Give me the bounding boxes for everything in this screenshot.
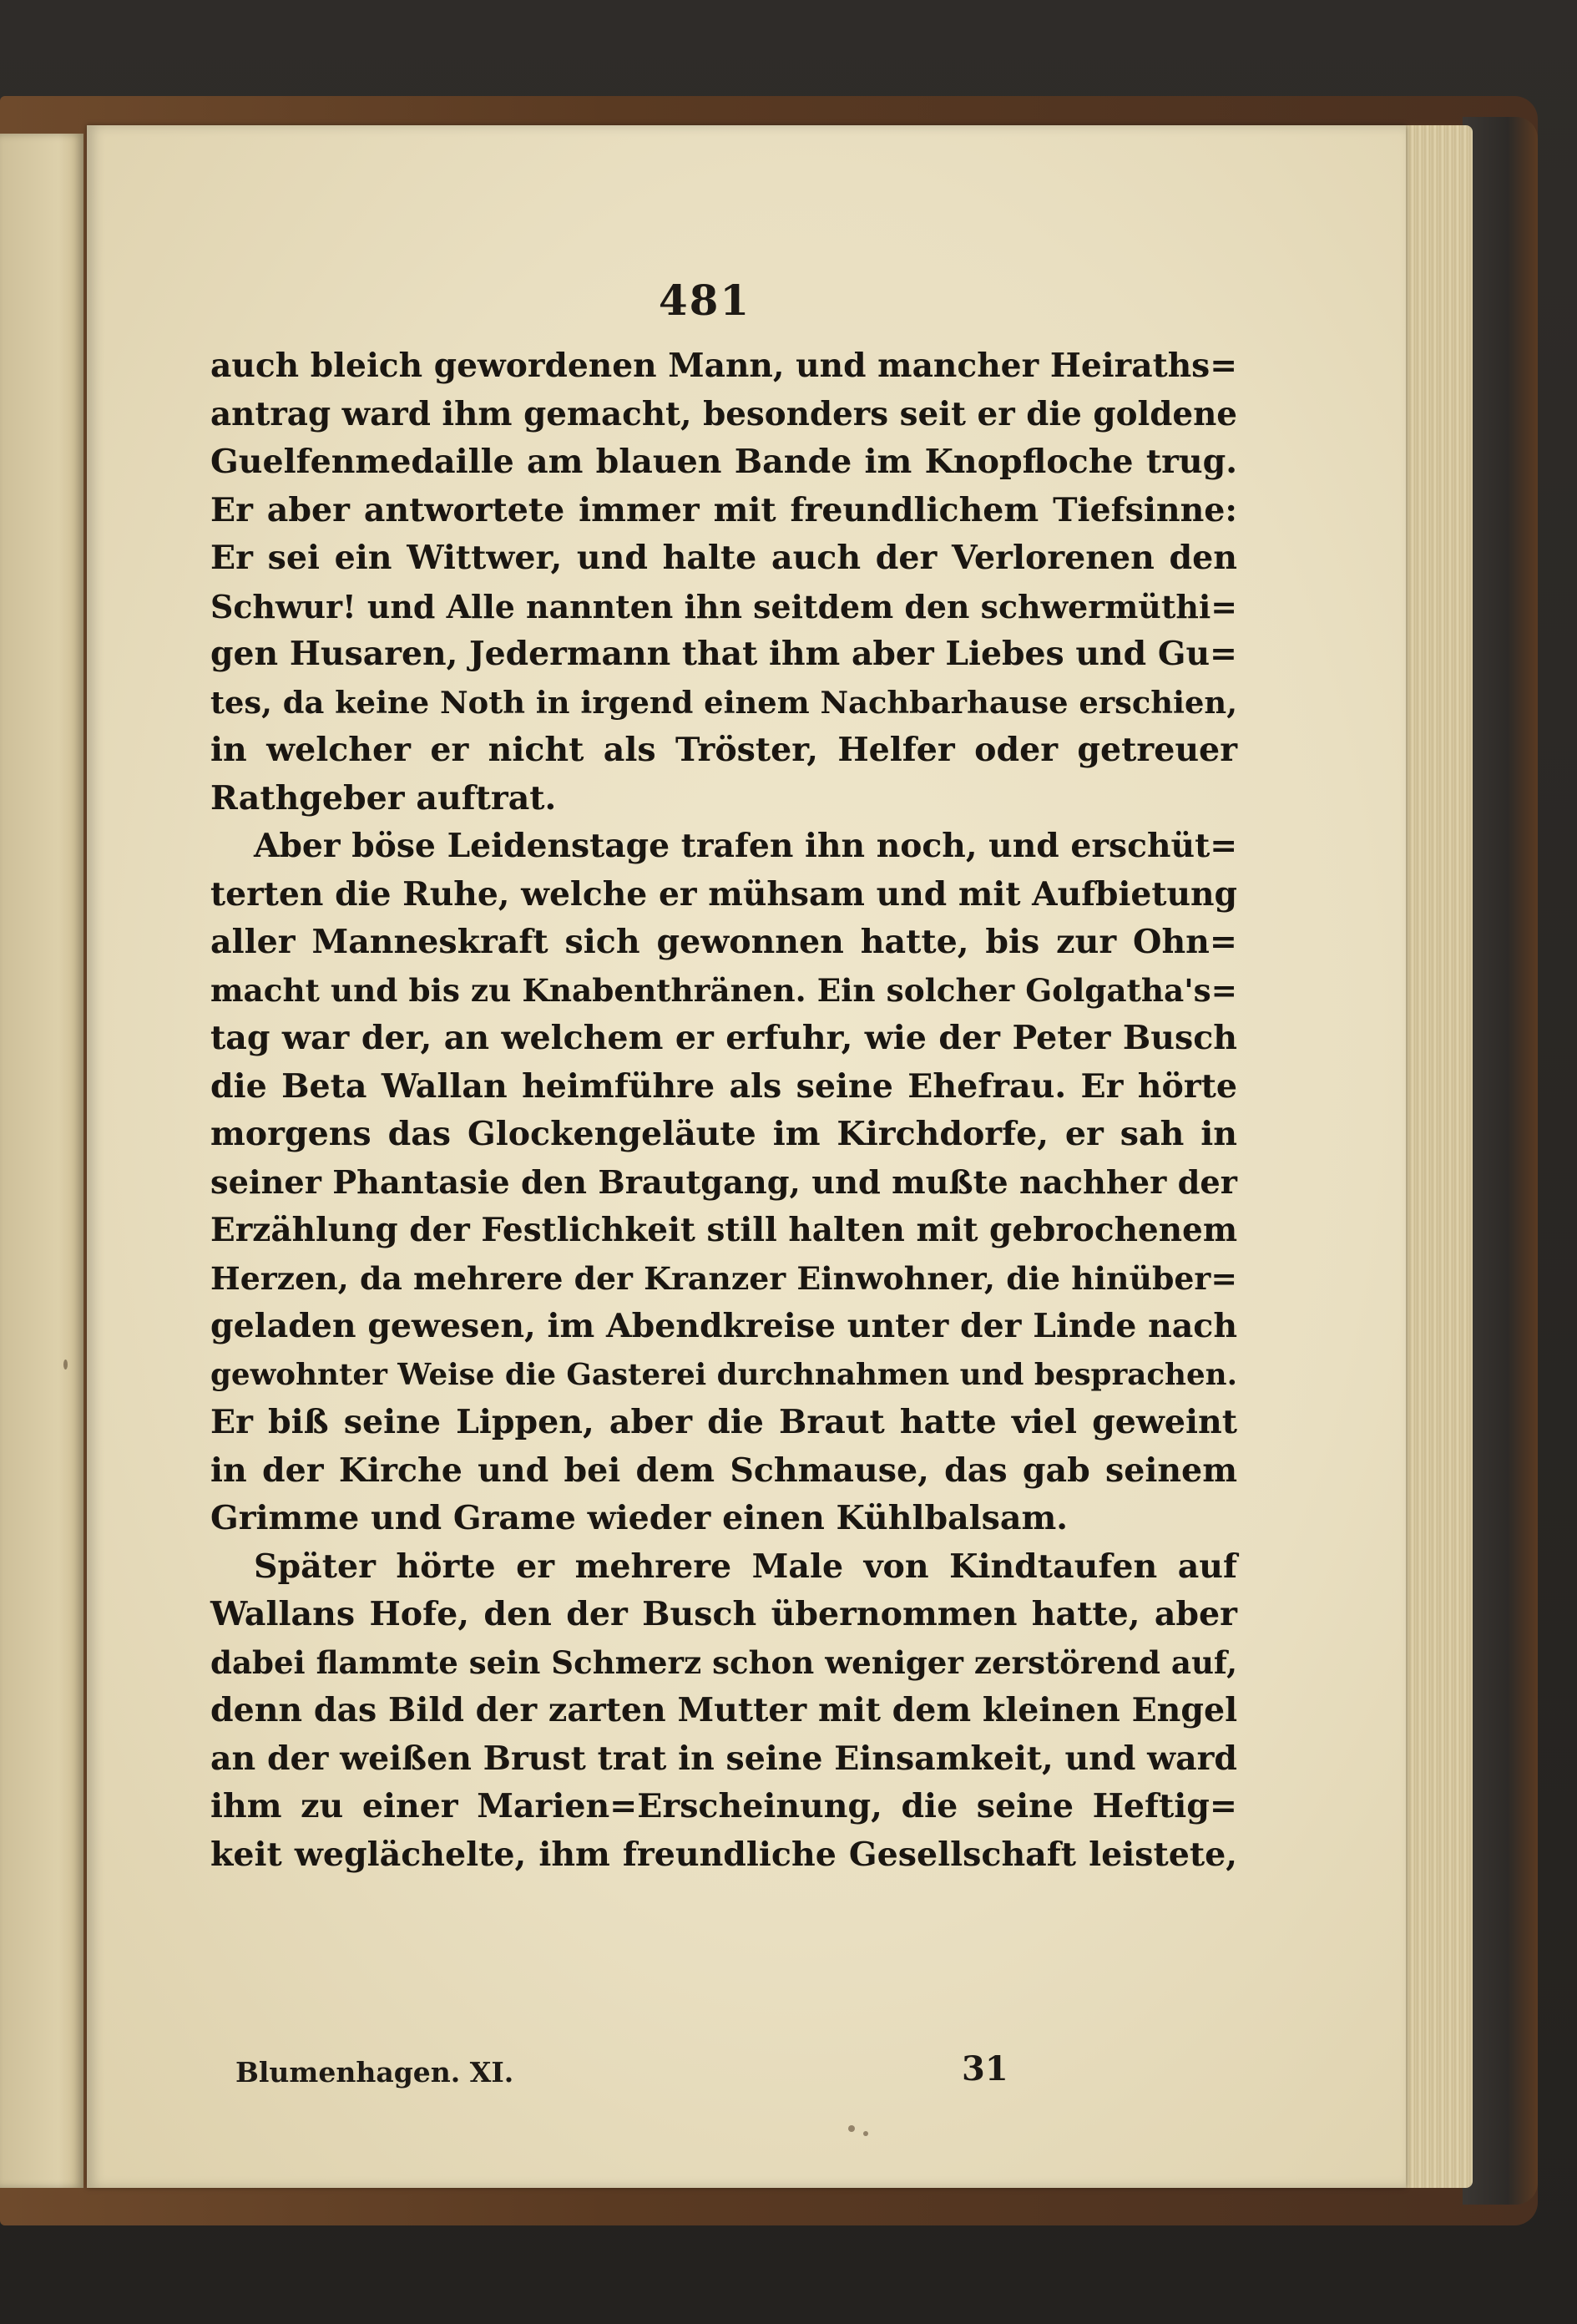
text-line: Herzen, da mehrere der Kranzer Einwohner, die hinüber=: [210, 1259, 1237, 1297]
text-line: in der Kirche und bei dem Schmause, das gab seinem: [210, 1451, 1237, 1490]
text-line: in welcher er nicht als Tröster, Helfer oder getreuer: [210, 731, 1237, 769]
page-text: [210, 342, 1237, 1879]
paper-speck: [63, 1359, 68, 1370]
text-line: Er aber antwortete immer mit freundlichem Tiefsinne:: [210, 490, 1237, 529]
text-line: Guelfenmedaille am blauen Bande im Knopfloche trug.: [210, 443, 1237, 481]
paper-speck: [848, 2125, 855, 2132]
text-line: Erzählung der Festlichkeit still halten mit gebrochenem: [210, 1211, 1238, 1249]
text-line: Wallans Hofe, den der Busch übernommen hatte, aber: [210, 1595, 1237, 1633]
text-line: Schwur! und Alle nannten ihn seitdem den schwermüthi=: [210, 587, 1237, 625]
text-line: Er biß seine Lippen, aber die Braut hatte viel geweint: [210, 1403, 1237, 1441]
text-line: macht und bis zu Knabenthränen. Ein solcher Golgatha's=: [210, 971, 1237, 1009]
text-line: denn das Bild der zarten Mutter mit dem kleinen Engel: [210, 1691, 1238, 1729]
left-page-edge: [0, 134, 83, 2188]
text-line: tag war der, an welchem er erfuhr, wie der Peter Busch: [210, 1019, 1237, 1057]
text-line: gewohnter Weise die Gasterei durchnahmen und besprachen.: [210, 1357, 1237, 1392]
text-line: auch bleich gewordenen Mann, und mancher Heiraths=: [210, 347, 1237, 385]
text-line: antrag ward ihm gemacht, besonders seit er die goldene: [210, 395, 1237, 433]
text-line: tes, da keine Noth in irgend einem Nachbarhause erschien,: [210, 683, 1237, 721]
text-line: seiner Phantasie den Brautgang, und mußte nachher der: [210, 1163, 1237, 1202]
text-line: Grimme und Grame wieder einen Kühlbalsam.: [210, 1499, 1069, 1537]
text-line: aller Manneskraft sich gewonnen hatte, bis zur Ohn=: [210, 923, 1237, 961]
text-line: an der weißen Brust trat in seine Einsamkeit, und ward: [210, 1739, 1237, 1778]
text-line: geladen gewesen, im Abendkreise unter der Linde nach: [210, 1307, 1237, 1345]
text-line: terten die Ruhe, welche er mühsam und mit Aufbietung: [210, 874, 1237, 914]
text-line: keit weglächelte, ihm freundliche Gesellschaft leistete,: [210, 1835, 1237, 1874]
paper-speck: [863, 2131, 868, 2136]
footer-signature: 31: [962, 2049, 1008, 2089]
text-line: ihm zu einer Marien=Erscheinung, die seine Heftig=: [210, 1787, 1237, 1825]
text-line: morgens das Glockengeläute im Kirchdorfe, er sah in: [210, 1115, 1237, 1153]
text-line: Rathgeber auftrat.: [210, 778, 557, 818]
text-line: gen Husaren, Jedermann that ihm aber Liebes und Gu=: [210, 635, 1237, 673]
text-line: Aber böse Leidenstage trafen ihn noch, und erschüt=: [254, 827, 1238, 865]
footer-author: Blumenhagen. XI.: [235, 2056, 514, 2089]
page-footer: [235, 2049, 1070, 2106]
book-page: [87, 125, 1406, 2188]
page-number: 481: [658, 276, 751, 325]
text-line: die Beta Wallan heimführe als seine Ehefrau. Er hörte: [210, 1066, 1237, 1106]
text-line: dabei flammte sein Schmerz schon weniger zerstörend auf,: [210, 1643, 1237, 1681]
text-line: Er sei ein Wittwer, und halte auch der Verlorenen den: [210, 539, 1237, 577]
book-spine-edge: [1463, 117, 1538, 2205]
text-line: Später hörte er mehrere Male von Kindtaufen auf: [254, 1547, 1237, 1586]
